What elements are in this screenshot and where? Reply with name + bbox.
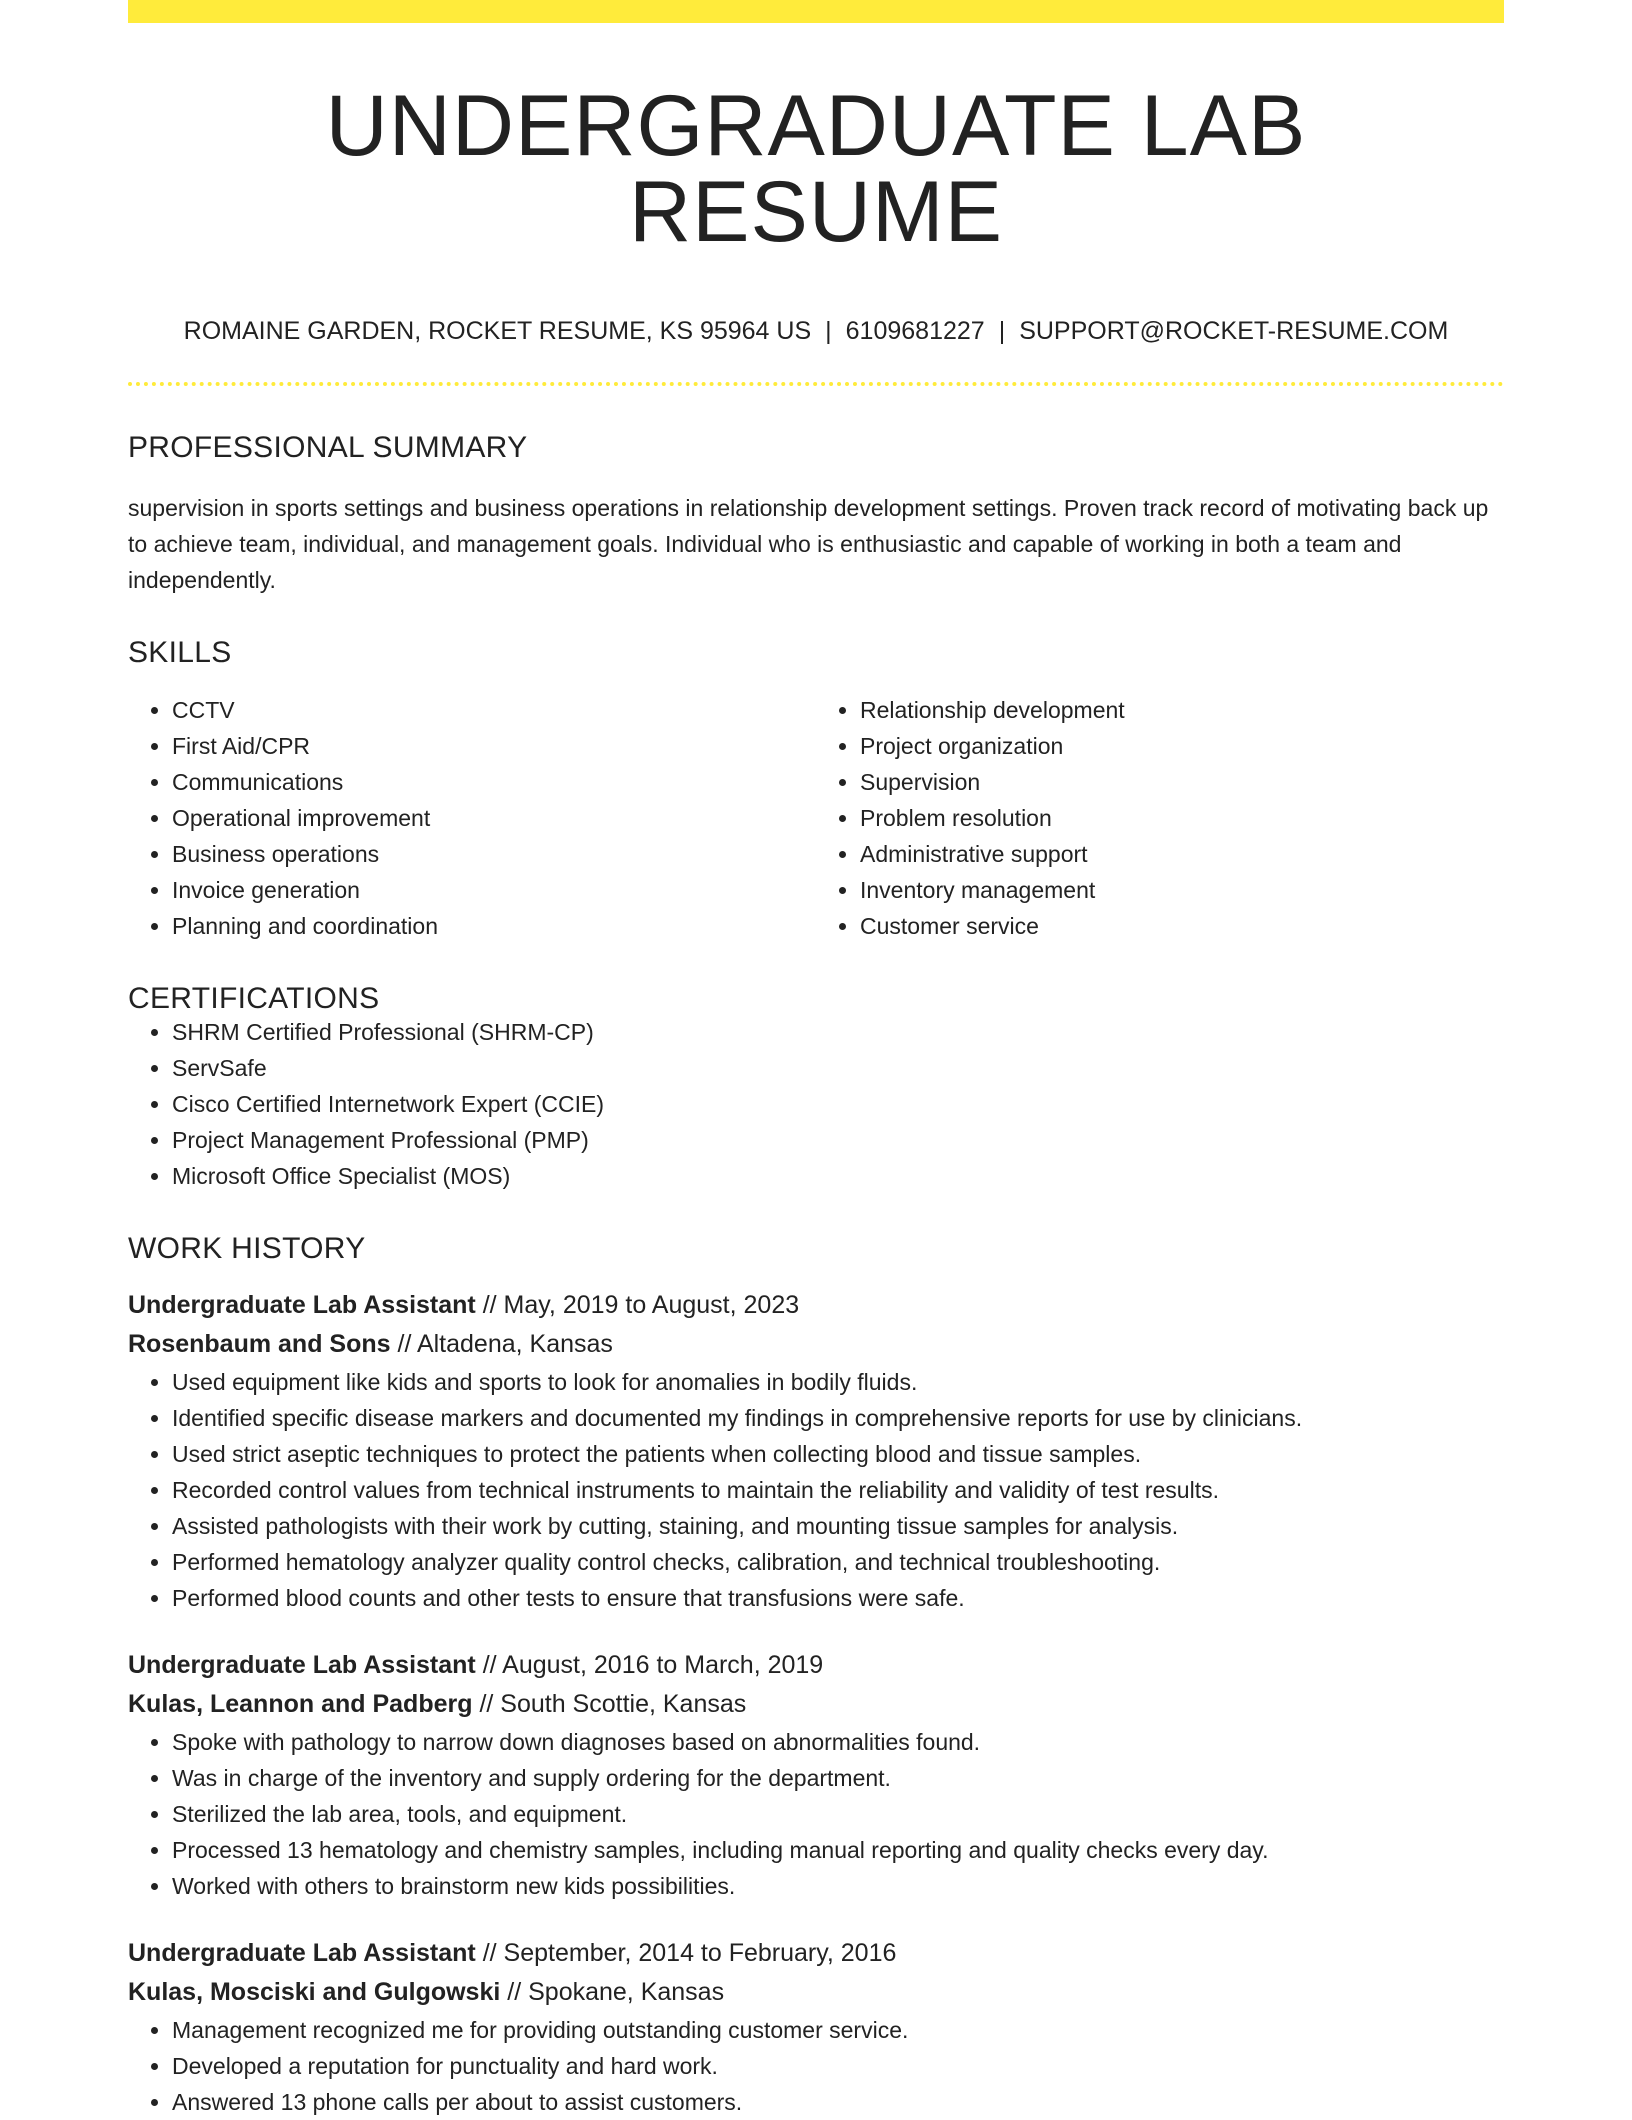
- skill-item: • Invoice generation: [172, 872, 816, 908]
- skill-item: • First Aid/CPR: [172, 728, 816, 764]
- job-location: // South Scottie, Kansas: [472, 1690, 747, 1718]
- contact-address: ROMAINE GARDEN, ROCKET RESUME, KS 95964 US: [183, 317, 812, 345]
- job-bullet: • Identified specific disease markers and documented my findings in comprehensive reports for use by clinicians.: [172, 1400, 1504, 1436]
- job-company: Kulas, Mosciski and Gulgowski: [128, 1978, 501, 2006]
- job-title-line: [128, 1646, 1504, 1685]
- contact-separator: |: [825, 317, 832, 345]
- work-history-heading: WORK HISTORY: [128, 1232, 366, 1265]
- skill-item: • Supervision: [860, 764, 1504, 800]
- job-bullet: • Performed blood counts and other tests to ensure that transfusions were safe.: [172, 1580, 1504, 1616]
- job-company: Rosenbaum and Sons: [128, 1330, 391, 1358]
- job-bullet: • Recorded control values from technical instruments to maintain the reliability and validity of test results.: [172, 1472, 1504, 1508]
- job-bullet: • Was in charge of the inventory and supply ordering for the department.: [172, 1760, 1504, 1796]
- top-accent-bar: [128, 0, 1504, 23]
- certification-item: • Microsoft Office Specialist (MOS): [172, 1158, 1504, 1194]
- job-bullet: • Used strict aseptic techniques to protect the patients when collecting blood and tissue samples.: [172, 1436, 1504, 1472]
- skills-list-left: [128, 692, 816, 944]
- skill-item: • Relationship development: [860, 692, 1504, 728]
- skill-item: • Communications: [172, 764, 816, 800]
- job-bullets: [128, 1364, 1504, 1616]
- contact-phone: 6109681227: [845, 317, 985, 345]
- job-bullet: • Answered 13 phone calls per about to assist customers.: [172, 2084, 1504, 2120]
- job-role: Undergraduate Lab Assistant: [128, 1291, 476, 1319]
- skill-item: • Planning and coordination: [172, 908, 816, 944]
- job-bullet: • Performed hematology analyzer quality control checks, calibration, and technical troubleshooting.: [172, 1544, 1504, 1580]
- job-company-line: [128, 1325, 1504, 1364]
- job-bullet: • Processed 13 hematology and chemistry samples, including manual reporting and quality checks every day.: [172, 1832, 1504, 1868]
- summary-text: supervision in sports settings and business operations in relationship development settings. Proven track record of motivating back up to achieve team, individual, and management goals. Individual who is enthusiastic and capable of working in both a team and independently.: [128, 495, 1489, 593]
- certification-item: • SHRM Certified Professional (SHRM-CP): [172, 1014, 1504, 1050]
- skills-list-right: [816, 692, 1504, 944]
- skill-item: • Project organization: [860, 728, 1504, 764]
- skill-item: • Customer service: [860, 908, 1504, 944]
- header-divider: [128, 382, 1504, 386]
- job-dates: // September, 2014 to February, 2016: [475, 1939, 897, 1967]
- job-dates: // August, 2016 to March, 2019: [475, 1651, 824, 1679]
- contact-separator: |: [998, 317, 1006, 345]
- skill-item: • Problem resolution: [860, 800, 1504, 836]
- summary-heading: PROFESSIONAL SUMMARY: [128, 431, 528, 464]
- certifications-list: [128, 1014, 1504, 1194]
- certification-item: • ServSafe: [172, 1050, 1504, 1086]
- job-bullets: [128, 2012, 1504, 2120]
- resume-page: [128, 0, 1504, 2120]
- skill-item: • Administrative support: [860, 836, 1504, 872]
- skills-grid: [128, 692, 1504, 944]
- job-dates: // May, 2019 to August, 2023: [475, 1291, 800, 1319]
- skill-item: • Operational improvement: [172, 800, 816, 836]
- skills-heading: SKILLS: [128, 636, 232, 669]
- contact-email: SUPPORT@ROCKET-RESUME.COM: [1019, 317, 1449, 345]
- certification-item: • Project Management Professional (PMP): [172, 1122, 1504, 1158]
- job-location: // Altadena, Kansas: [390, 1330, 613, 1358]
- resume-title: UNDERGRADUATE LAB RESUME: [325, 78, 1307, 260]
- skill-item: • CCTV: [172, 692, 816, 728]
- job-role: Undergraduate Lab Assistant: [128, 1651, 476, 1679]
- job-company-line: [128, 1685, 1504, 1724]
- skill-item: • Inventory management: [860, 872, 1504, 908]
- job-company: Kulas, Leannon and Padberg: [128, 1690, 473, 1718]
- skill-item: • Business operations: [172, 836, 816, 872]
- job-bullets: [128, 1724, 1504, 1904]
- certifications-heading: CERTIFICATIONS: [128, 982, 380, 1015]
- job-bullet: • Developed a reputation for punctuality and hard work.: [172, 2048, 1504, 2084]
- job-bullet: • Used equipment like kids and sports to look for anomalies in bodily fluids.: [172, 1364, 1504, 1400]
- job-bullet: • Worked with others to brainstorm new kids possibilities.: [172, 1868, 1504, 1904]
- job-role: Undergraduate Lab Assistant: [128, 1939, 476, 1967]
- contact-line: [128, 319, 1504, 344]
- job-bullet: • Assisted pathologists with their work by cutting, staining, and mounting tissue samples for analysis.: [172, 1508, 1504, 1544]
- job-location: // Spokane, Kansas: [500, 1978, 725, 2006]
- job-bullet: • Sterilized the lab area, tools, and equipment.: [172, 1796, 1504, 1832]
- certification-item: • Cisco Certified Internetwork Expert (CCIE): [172, 1086, 1504, 1122]
- job-bullet: • Spoke with pathology to narrow down diagnoses based on abnormalities found.: [172, 1724, 1504, 1760]
- job-bullet: • Management recognized me for providing outstanding customer service.: [172, 2012, 1504, 2048]
- job-title-line: [128, 1934, 1504, 1973]
- job-title-line: [128, 1286, 1504, 1325]
- job-company-line: [128, 1973, 1504, 2012]
